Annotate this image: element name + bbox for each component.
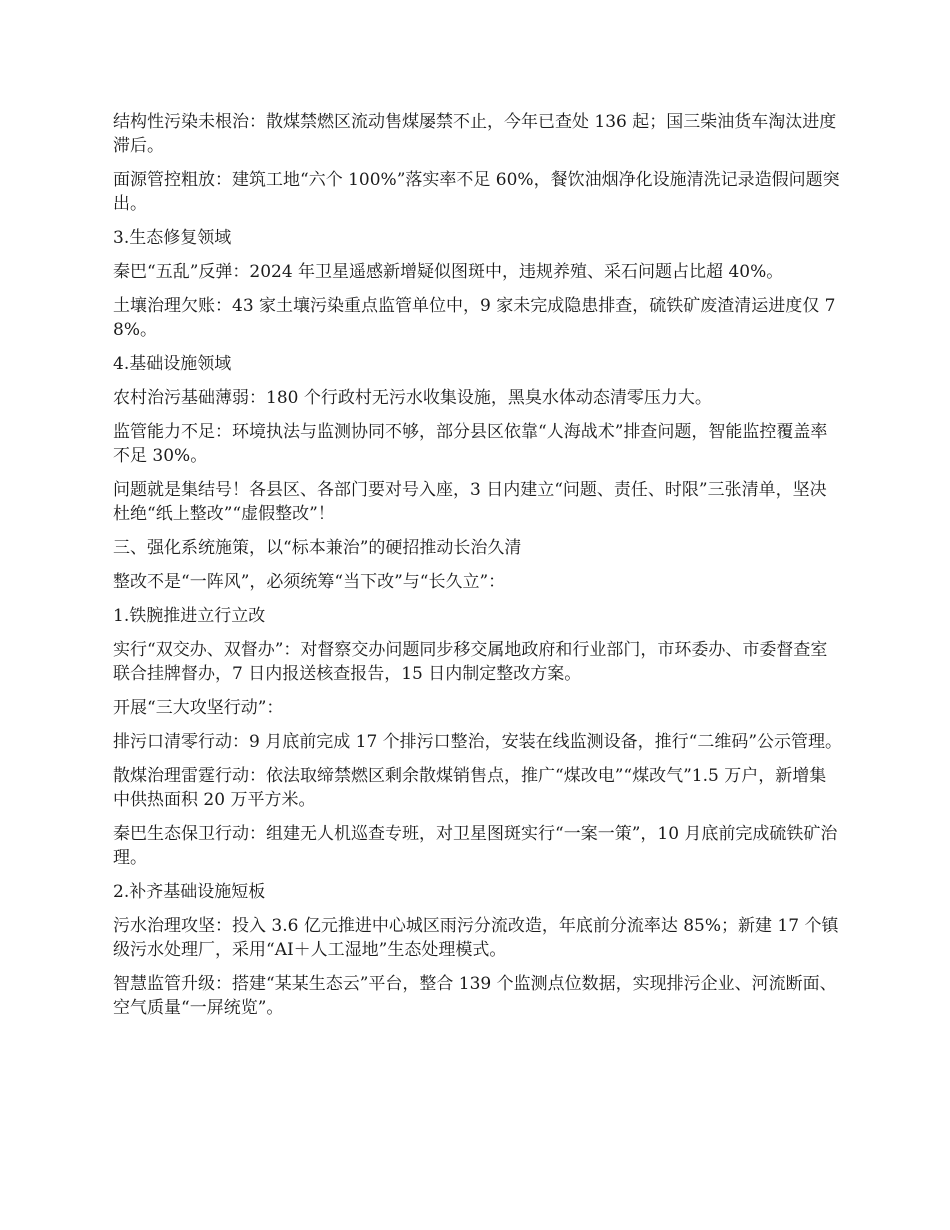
paragraph-dual-assignment: 实行“双交办、双督办”：对督察交办问题同步移交属地政府和行业部门，市环委办、市委督查室联合挂牌督办，7 日内报送核查报告，15 日内制定整改方案。 [113,640,828,684]
paragraph-outfall-campaign: 排污口清零行动：9 月底前完成 17 个排污口整治，安装在线监测设备，推行“二维码”公示管理。 [113,732,843,752]
paragraph-three-campaigns: 开展“三大攻坚行动”： [113,698,284,718]
subheading-immediate-rectification: 1.铁腕推进立行立改 [113,606,266,626]
paragraph-rectification-intro: 整改不是“一阵风”，必须统筹“当下改”与“长久立”： [113,572,506,592]
section-heading-infrastructure: 4.基础设施领域 [113,354,232,374]
paragraph-soil-governance: 土壤治理欠账：43 家土壤污染重点监管单位中，9 家未完成隐患排查，硫铁矿废渣清运进度仅 78%。 [113,296,836,340]
section-heading-ecological-restoration: 3.生态修复领域 [113,228,232,248]
paragraph-supervision-capacity: 监管能力不足：环境执法与监测协同不够，部分县区依靠“人海战术”排查问题，智能监控覆盖率不足 30%。 [113,422,828,466]
section-heading-systematic-measures: 三、强化系统施策，以“标本兼治”的硬招推动长治久清 [113,538,522,558]
subheading-infrastructure-gaps: 2.补齐基础设施短板 [113,882,266,902]
paragraph-qinba-campaign: 秦巴生态保卫行动：组建无人机巡查专班，对卫星图斑实行“一案一策”，10 月底前完成硫铁矿治理。 [113,824,838,868]
paragraph-rural-sewage: 农村治污基础薄弱：180 个行政村无污水收集设施，黑臭水体动态清零压力大。 [113,388,712,408]
paragraph-coal-campaign: 散煤治理雷霆行动：依法取缔禁燃区剩余散煤销售点，推广“煤改电”“煤改气”1.5 万户，新增集中供热面积 20 万平方米。 [113,766,827,810]
paragraph-structural-pollution: 结构性污染未根治：散煤禁燃区流动售煤屡禁不止，今年已查处 136 起；国三柴油货车淘汰进度滞后。 [113,112,837,156]
paragraph-qinba-rebound: 秦巴“五乱”反弹：2024 年卫星遥感新增疑似图斑中，违规养殖、采石问题占比超 40%。 [113,262,784,282]
paragraph-sewage-treatment: 污水治理攻坚：投入 3.6 亿元推进中心城区雨污分流改造，年底前分流率达 85%；新建 17 个镇级污水处理厂，采用“AI＋人工湿地”生态处理模式。 [113,916,839,960]
paragraph-call-to-action: 问题就是集结号！各县区、各部门要对号入座，3 日内建立“问题、责任、时限”三张清单，坚决杜绝“纸上整改”“虚假整改”！ [113,480,827,524]
document-body [113,110,843,1030]
paragraph-area-source-control: 面源管控粗放：建筑工地“六个 100%”落实率不足 60%，餐饮油烟净化设施清洗记录造假问题突出。 [113,170,840,214]
paragraph-smart-supervision: 智慧监管升级：搭建“某某生态云”平台，整合 139 个监测点位数据，实现排污企业、河流断面、空气质量“一屏统览”。 [113,974,837,1018]
